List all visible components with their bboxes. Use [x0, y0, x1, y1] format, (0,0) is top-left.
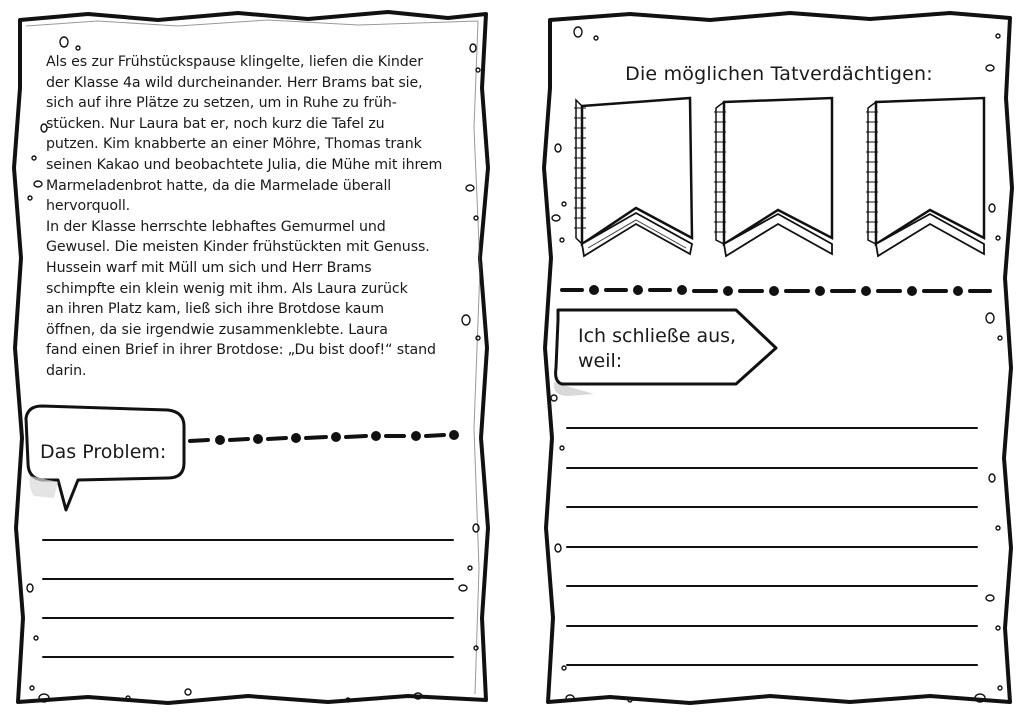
story-text: [46, 52, 476, 382]
story-line: Hussein warf mit Müll um sich und Herr Brams: [46, 259, 372, 276]
answer-line[interactable]: [566, 467, 978, 469]
answer-line[interactable]: [566, 506, 978, 508]
suspect-banner[interactable]: [574, 98, 692, 256]
dashed-divider: [562, 287, 990, 294]
story-card: [8, 8, 496, 708]
story-line: Marmeladenbrot hatte, da die Marmelade überall: [46, 177, 392, 194]
suspect-banners: [574, 98, 984, 256]
suspects-heading: Die möglichen Tatverdächtigen:: [625, 63, 933, 85]
story-line: der Klasse 4a wild durcheinander. Herr Brams bat sie,: [46, 74, 423, 91]
story-line: sich auf ihre Plätze zu setzen, um in Ruhe zu früh-: [46, 95, 397, 112]
answer-line[interactable]: [566, 664, 978, 666]
suspect-banner[interactable]: [714, 98, 832, 256]
answer-line[interactable]: [42, 578, 454, 580]
story-line: In der Klasse herrschte lebhaftes Gemurmel und: [46, 218, 386, 235]
answer-line[interactable]: [566, 546, 978, 548]
conclusion-label-line: weil:: [578, 350, 623, 372]
story-line: putzen. Kim knabberte an einer Möhre, Thomas trank: [46, 136, 422, 153]
conclusion-label: [578, 324, 758, 374]
story-line: fand einen Brief in ihrer Brotdose: „Du bist doof!“ stand: [46, 342, 436, 359]
answer-line[interactable]: [566, 585, 978, 587]
story-line: hervorquoll.: [46, 198, 131, 215]
story-line: darin.: [46, 362, 87, 379]
answer-line[interactable]: [42, 617, 454, 619]
problem-answer-area[interactable]: [42, 539, 454, 695]
suspect-banner[interactable]: [866, 98, 984, 256]
conclusion-label-line: Ich schließe aus,: [578, 325, 737, 347]
conclusion-answer-area[interactable]: [566, 427, 978, 704]
dashed-divider: [190, 432, 457, 443]
problem-label: Das Problem:: [40, 441, 167, 463]
story-line: stücken. Nur Laura bat er, noch kurz die Tafel zu: [46, 115, 385, 132]
story-line: an ihren Platz kam, ließ sich ihre Brotdose kaum: [46, 301, 384, 318]
answer-line[interactable]: [42, 539, 454, 541]
story-line: Gewusel. Die meisten Kinder frühstückten mit Genuss.: [46, 239, 430, 256]
story-line: Als es zur Frühstückspause klingelte, liefen die Kinder: [46, 54, 423, 70]
story-line: öffnen, da sie irgendwie zusammenklebte. Laura: [46, 321, 388, 338]
story-line: schimpfte ein klein wenig mit ihm. Als Laura zurück: [46, 280, 408, 297]
answer-line[interactable]: [566, 625, 978, 627]
suspects-card: [540, 8, 1018, 708]
answer-line[interactable]: [42, 656, 454, 658]
answer-line[interactable]: [566, 427, 978, 429]
story-line: seinen Kakao und beobachtete Julia, die Mühe mit ihrem: [46, 156, 443, 173]
